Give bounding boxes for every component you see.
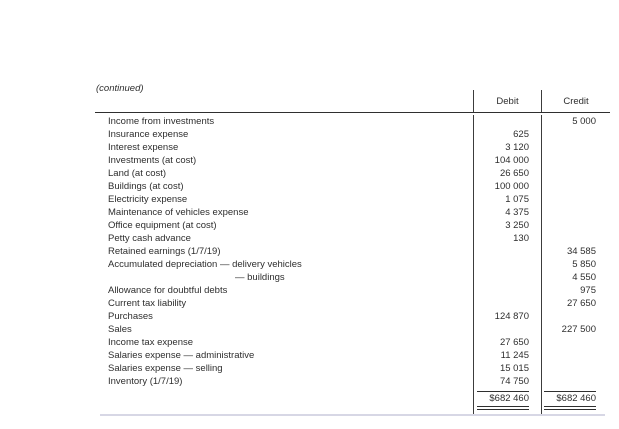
credit-value — [541, 336, 610, 349]
credit-value — [541, 141, 610, 154]
account-name: — buildings — [235, 272, 285, 283]
credit-value — [541, 310, 610, 323]
account-name: Insurance expense — [108, 129, 189, 140]
debit-value: 3 250 — [473, 219, 541, 232]
account-name: Purchases — [108, 311, 153, 322]
trial-balance-table — [95, 90, 610, 416]
account-name: Electricity expense — [108, 194, 188, 205]
credit-value — [541, 206, 610, 219]
credit-column-header: Credit — [541, 90, 610, 112]
debit-value — [473, 284, 541, 297]
debit-value — [473, 245, 541, 258]
debit-value: 4 375 — [473, 206, 541, 219]
table-header-row — [95, 90, 610, 113]
table-row — [95, 219, 610, 232]
credit-value — [541, 375, 610, 388]
table-row — [95, 245, 610, 258]
account-name: Salaries expense — selling — [108, 363, 223, 374]
debit-value: 26 650 — [473, 167, 541, 180]
table-row — [95, 115, 610, 128]
debit-value — [473, 115, 541, 128]
debit-value: 130 — [473, 232, 541, 245]
account-name: Allowance for doubtful debts — [108, 285, 228, 296]
debit-value: 100 000 — [473, 180, 541, 193]
account-name: Maintenance of vehicles expense — [108, 207, 249, 218]
credit-value — [541, 180, 610, 193]
account-name: Accumulated depreciation — delivery vehicles — [108, 259, 302, 270]
table-row — [95, 336, 610, 349]
table-row — [95, 284, 610, 297]
table-body — [95, 113, 610, 388]
debit-value: 3 120 — [473, 141, 541, 154]
table-row — [95, 297, 610, 310]
debit-value — [473, 258, 541, 271]
account-name: Buildings (at cost) — [108, 181, 184, 192]
account-name: Inventory (1/7/19) — [108, 376, 183, 387]
account-name: Current tax liability — [108, 298, 187, 309]
credit-total: $682 460 — [556, 393, 596, 404]
credit-value — [541, 362, 610, 375]
debit-value: 124 870 — [473, 310, 541, 323]
account-name: Land (at cost) — [108, 168, 167, 179]
table-row — [95, 141, 610, 154]
credit-value: 227 500 — [541, 323, 610, 336]
account-name: Investments (at cost) — [108, 155, 197, 166]
debit-value: 74 750 — [473, 375, 541, 388]
debit-value — [473, 271, 541, 284]
table-row — [95, 232, 610, 245]
account-name: Sales — [108, 324, 132, 335]
credit-value — [541, 193, 610, 206]
debit-value: 11 245 — [473, 349, 541, 362]
page-divider-line — [100, 414, 605, 416]
credit-value: 27 650 — [541, 297, 610, 310]
credit-value — [541, 154, 610, 167]
table-row — [95, 154, 610, 167]
account-name: Petty cash advance — [108, 233, 191, 244]
debit-value — [473, 323, 541, 336]
totals-spacer — [95, 388, 473, 416]
table-row — [95, 323, 610, 336]
table-row — [95, 362, 610, 375]
debit-total: $682 460 — [489, 393, 529, 404]
credit-value — [541, 349, 610, 362]
account-name: Salaries expense — administrative — [108, 350, 255, 361]
totals-row — [95, 388, 610, 416]
table-row — [95, 180, 610, 193]
table-row — [95, 310, 610, 323]
account-name: Retained earnings (1/7/19) — [108, 246, 221, 257]
credit-value: 5 000 — [541, 115, 610, 128]
table-row — [95, 206, 610, 219]
account-column-header — [95, 90, 473, 112]
table-row — [95, 167, 610, 180]
continued-label: (continued) — [96, 83, 144, 94]
double-rule — [544, 406, 596, 410]
table-row — [95, 271, 610, 284]
debit-value: 1 075 — [473, 193, 541, 206]
account-name: Interest expense — [108, 142, 179, 153]
double-rule — [477, 406, 529, 410]
table-row — [95, 375, 610, 388]
account-name: Office equipment (at cost) — [108, 220, 217, 231]
credit-value — [541, 167, 610, 180]
debit-value: 104 000 — [473, 154, 541, 167]
table-row — [95, 258, 610, 271]
credit-value — [541, 232, 610, 245]
credit-value: 34 585 — [541, 245, 610, 258]
account-name: Income tax expense — [108, 337, 194, 348]
credit-value: 5 850 — [541, 258, 610, 271]
credit-value — [541, 219, 610, 232]
credit-value — [541, 128, 610, 141]
debit-total-cell — [473, 388, 541, 416]
debit-value: 27 650 — [473, 336, 541, 349]
credit-value: 975 — [541, 284, 610, 297]
debit-column-header: Debit — [473, 90, 541, 112]
credit-value: 4 550 — [541, 271, 610, 284]
account-name: Income from investments — [108, 116, 215, 127]
table-row — [95, 128, 610, 141]
debit-value: 15 015 — [473, 362, 541, 375]
table-row — [95, 349, 610, 362]
credit-total-cell — [541, 388, 610, 416]
debit-value: 625 — [473, 128, 541, 141]
debit-value — [473, 297, 541, 310]
table-row — [95, 193, 610, 206]
